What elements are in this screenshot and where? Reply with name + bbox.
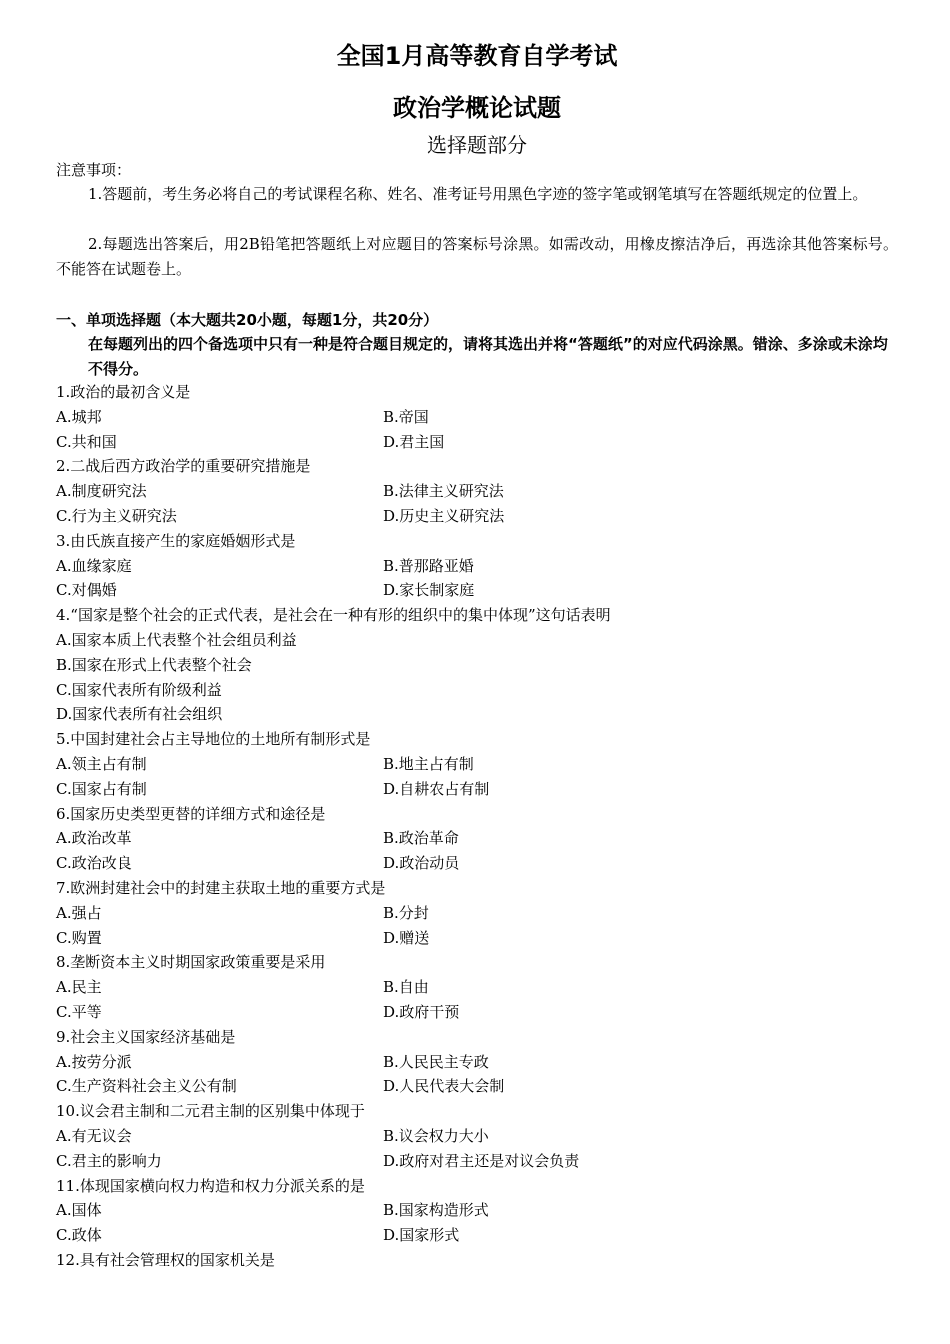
answer-option: C.行为主义研究法 (56, 506, 177, 525)
answer-option: D.国家形式 (383, 1226, 460, 1245)
answer-option: D.君主国 (383, 432, 445, 451)
answer-option: D.自耕农占有制 (383, 779, 490, 798)
answer-option: C.平等 (56, 1002, 102, 1021)
option-row (56, 405, 898, 430)
question-stem: 1.政治的最初含义是 (56, 383, 191, 401)
question-list (56, 380, 898, 1273)
option-row (56, 851, 898, 876)
answer-option: D.国家代表所有社会组织 (56, 705, 223, 724)
question-stem: 7.欧洲封建社会中的封建主获取土地的重要方式是 (56, 878, 386, 897)
answer-option: C.国家代表所有阶级利益 (56, 680, 222, 699)
answer-option: B.政治革命 (383, 829, 459, 848)
question-stem: 5.中国封建社会占主导地位的土地所有制形式是 (56, 730, 371, 749)
answer-option: B.人民民主专政 (383, 1052, 489, 1071)
answer-option: B.分封 (383, 903, 429, 922)
option-row (56, 975, 898, 1000)
option-row (56, 504, 898, 529)
answer-option: D.历史主义研究法 (383, 506, 505, 525)
answer-option: C.对偶婚 (56, 581, 117, 600)
answer-option: B.国家构造形式 (383, 1201, 489, 1220)
question-stem: 12.具有社会管理权的国家机关是 (56, 1250, 275, 1269)
question-stem: 11.体现国家横向权力构造和权力分派关系的是 (56, 1176, 365, 1195)
option-row (56, 479, 898, 504)
question-stem: 8.垄断资本主义时期国家政策重要是采用 (56, 953, 326, 972)
answer-option: B.地主占有制 (383, 754, 474, 773)
option-row (56, 430, 898, 455)
option-row (56, 901, 898, 926)
answer-option: A.制度研究法 (56, 482, 147, 501)
option-row (56, 1050, 898, 1075)
option-row (56, 1198, 898, 1223)
option-row (56, 777, 898, 802)
question-stem: 10.议会君主制和二元君主制的区别集中体现于 (56, 1102, 365, 1121)
option-row (56, 1074, 898, 1099)
answer-option: B.自由 (383, 978, 429, 997)
answer-option: C.政治改良 (56, 854, 132, 873)
answer-option: B.议会权力大小 (383, 1126, 489, 1145)
option-row (56, 1149, 898, 1174)
part-subtitle: 选择题部分 (427, 133, 527, 157)
answer-option: B.国家在形式上代表整个社会 (56, 655, 252, 674)
answer-option: A.领主占有制 (56, 754, 147, 773)
section-instruction: 在每题列出的四个备选项中只有一种是符合题目规定的，请将其选出并将“答题纸”的对应代码涂黑。错涂、多涂或未涂均不得分。 (88, 335, 888, 378)
answer-option: A.强占 (56, 903, 102, 922)
notice-item: 2.每题选出答案后，用2B铅笔把答题纸上对应题目的答案标号涂黑。如需改动，用橡皮擦洁净后，再选涂其他答案标号。不能答在试题卷上。 (56, 235, 898, 278)
option-row (56, 752, 898, 777)
question-stem: 3.由氏族直接产生的家庭婚姻形式是 (56, 531, 296, 550)
option-row (56, 1124, 898, 1149)
answer-option: C.君主的影响力 (56, 1151, 162, 1170)
answer-option: D.政府干预 (383, 1002, 460, 1021)
answer-option: C.生产资料社会主义公有制 (56, 1077, 237, 1096)
question-stem: 4.“国家是整个社会的正式代表，是社会在一种有形的组织中的集中体现”这句话表明 (56, 606, 611, 625)
answer-option: A.民主 (56, 978, 102, 997)
answer-option: D.人民代表大会制 (383, 1077, 505, 1096)
answer-option: C.政体 (56, 1226, 102, 1245)
section-heading: 一、单项选择题（本大题共20小题，每题1分，共20分） (56, 311, 439, 329)
option-row (56, 826, 898, 851)
option-row (56, 1000, 898, 1025)
option-row (56, 554, 898, 579)
answer-option: C.购置 (56, 928, 102, 947)
option-row (56, 1223, 898, 1248)
answer-option: B.帝国 (383, 407, 429, 426)
answer-option: A.按劳分派 (56, 1052, 132, 1071)
answer-option: B.法律主义研究法 (383, 482, 504, 501)
option-row (56, 578, 898, 603)
answer-option: A.血缘家庭 (56, 556, 132, 575)
answer-option: B.普那路亚婚 (383, 556, 474, 575)
notice-heading: 注意事项： (56, 161, 132, 179)
answer-option: A.城邦 (56, 407, 102, 426)
question-stem: 2.二战后西方政治学的重要研究措施是 (56, 457, 311, 476)
question-stem: 9.社会主义国家经济基础是 (56, 1027, 236, 1046)
answer-option: D.赠送 (383, 928, 430, 947)
answer-option: C.共和国 (56, 432, 117, 451)
exam-title: 全国1月高等教育自学考试 (336, 42, 618, 70)
answer-option: D.政治动员 (383, 854, 460, 873)
answer-option: D.政府对君主还是对议会负责 (383, 1151, 580, 1170)
notice-item: 1.答题前，考生务必将自己的考试课程名称、姓名、准考证号用黑色字迹的签字笔或钢笔填写在答题纸规定的位置上。 (88, 185, 868, 203)
option-row (56, 926, 898, 951)
answer-option: A.有无议会 (56, 1126, 132, 1145)
answer-option: C.国家占有制 (56, 779, 147, 798)
question-stem: 6.国家历史类型更替的详细方式和途径是 (56, 804, 326, 823)
answer-option: A.国体 (56, 1201, 102, 1220)
answer-option: A.政治改革 (56, 829, 132, 848)
exam-subject-title: 政治学概论试题 (393, 94, 561, 122)
answer-option: A.国家本质上代表整个社会组员利益 (56, 630, 297, 649)
answer-option: D.家长制家庭 (383, 581, 475, 600)
